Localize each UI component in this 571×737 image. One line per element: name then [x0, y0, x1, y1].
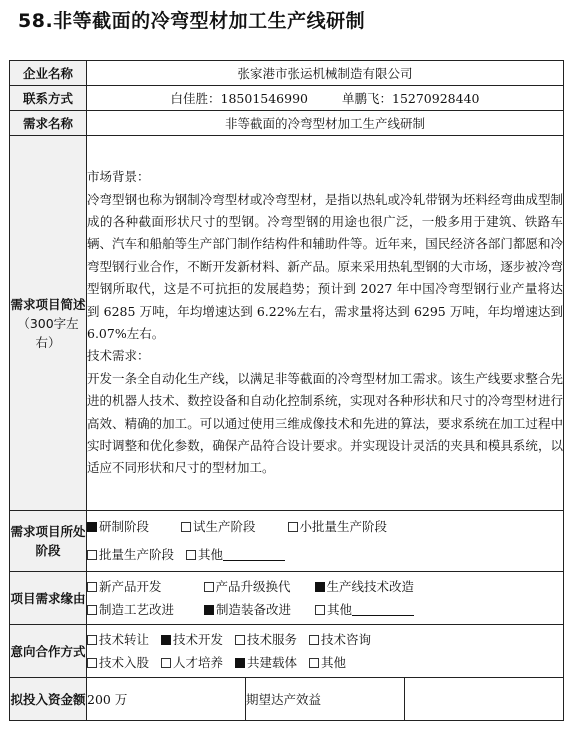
origin-option[interactable] — [87, 575, 162, 598]
origin-label: 项目需求缘由 — [10, 572, 87, 625]
checkbox-icon — [87, 550, 97, 560]
company-label: 企业名称 — [10, 61, 87, 86]
option-label: 技术服务 — [247, 632, 298, 647]
stage-option[interactable] — [87, 513, 149, 541]
stage-row — [10, 511, 564, 572]
brief-label-sub: （300字左右） — [17, 315, 79, 350]
contact-label: 联系方式 — [10, 86, 87, 111]
option-label: 生产线技术改造 — [326, 579, 415, 594]
brief-paragraph-tech: 开发一条全自动化生产线，以满足非等截面的冷弯型材加工需求。该生产线要求整合先进的机器人技术、数控设备和自动化控制系统，实现对各种形状和尺寸的冷弯型材进行高效、精确的加工。可以通过使用三维成像技术和先进的算法，要求系统在加工过程中实时调整和优化参数，确保产品符合设计要求。并实现设计灵活的夹具和模具系统，以适应不同形状和尺寸的型材加工。 — [87, 370, 563, 476]
demand-name-label: 需求名称 — [10, 111, 87, 136]
checkbox-icon — [87, 658, 97, 668]
option-label: 技术开发 — [173, 632, 224, 647]
benefit-value[interactable] — [405, 678, 564, 721]
demand-name-row — [10, 111, 564, 136]
brief-content — [87, 136, 564, 511]
brief-paragraph-market: 冷弯型钢也称为钢制冷弯型材或冷弯型材，是指以热轧或冷轧带钢为坯料经弯曲成型制成的各种截面形状尺寸的型钢。冷弯型钢的用途也很广泛，一般多用于建筑、铁路车辆、汽车和船舶等生产部门制作结构件和辅助件等。近年来，国民经济各部门都愿和冷弯型钢行业合作，不断开发新材料、新产品。原来采用热轧型钢的大市场，逐步被冷弯型钢所取代，这是不可抗拒的发展趋势；预计到 2027 年中国冷弯型钢行业产量将达到 6285 万吨，年均增速达到 6.22%左右，需求量将达到 6295 万吨，年均增速达到 6.07%左右。 — [87, 191, 563, 341]
contact-person-2: 单鹏飞：15270928440 — [342, 91, 480, 106]
contact-person-1: 白佳胜：18501546990 — [170, 91, 308, 106]
option-label: 其他 — [321, 655, 347, 670]
origin-option[interactable] — [87, 598, 174, 621]
brief-heading-market: 市场背景： — [87, 169, 150, 185]
contact-value — [87, 86, 564, 111]
page-title: 58.非等截面的冷弯型材加工生产线研制 — [18, 10, 366, 32]
checkbox-icon — [87, 582, 97, 592]
stage-option[interactable] — [186, 541, 285, 569]
demand-name-value: 非等截面的冷弯型材加工生产线研制 — [87, 111, 564, 136]
coop-option[interactable] — [235, 651, 297, 674]
origin-row — [10, 572, 564, 625]
option-label: 新产品开发 — [99, 579, 162, 594]
checkbox-icon — [204, 582, 214, 592]
checkbox-icon — [87, 635, 97, 645]
stage-option[interactable] — [181, 513, 256, 541]
company-row — [10, 61, 564, 86]
checkbox-icon — [161, 658, 171, 668]
checkbox-icon — [309, 658, 319, 668]
stage-option[interactable] — [87, 541, 174, 569]
option-label: 技术入股 — [99, 655, 150, 670]
coop-option[interactable] — [309, 651, 346, 674]
option-label: 小批量生产阶段 — [299, 519, 388, 534]
checkbox-icon — [288, 522, 298, 532]
other-blank-line[interactable] — [223, 548, 285, 561]
coop-option[interactable] — [309, 628, 371, 651]
option-label: 技术转让 — [99, 632, 150, 647]
option-label: 制造工艺改进 — [99, 602, 175, 617]
option-label: 技术咨询 — [321, 632, 372, 647]
benefit-label: 期望达产效益 — [246, 678, 405, 721]
stage-options — [87, 511, 564, 572]
checkbox-icon — [87, 522, 97, 532]
checkbox-icon — [315, 605, 325, 615]
coop-option[interactable] — [161, 628, 223, 651]
coop-option[interactable] — [87, 628, 149, 651]
demand-form-table — [9, 60, 564, 721]
checkbox-icon — [309, 635, 319, 645]
brief-heading-tech: 技术需求： — [87, 348, 150, 364]
option-label: 其他 — [198, 547, 224, 562]
checkbox-icon — [186, 550, 196, 560]
checkbox-icon — [87, 605, 97, 615]
other-blank-line[interactable] — [352, 603, 414, 616]
origin-options — [87, 572, 564, 625]
company-value: 张家港市张运机械制造有限公司 — [87, 61, 564, 86]
origin-option[interactable] — [315, 575, 415, 598]
checkbox-icon — [161, 635, 171, 645]
brief-row — [10, 136, 564, 511]
origin-option[interactable] — [204, 598, 291, 621]
option-label: 试生产阶段 — [193, 519, 256, 534]
investment-row — [10, 678, 564, 721]
option-label: 研制阶段 — [99, 519, 150, 534]
option-label: 制造装备改进 — [216, 602, 292, 617]
stage-label: 需求项目所处阶段 — [10, 511, 87, 572]
investment-label: 拟投入资金额 — [10, 678, 87, 721]
brief-label-main: 需求项目简述 — [10, 296, 86, 312]
checkbox-icon — [181, 522, 191, 532]
origin-option[interactable] — [315, 598, 414, 621]
option-label: 产品升级换代 — [215, 579, 291, 594]
investment-value: 200 万 — [87, 678, 246, 721]
checkbox-icon — [204, 605, 214, 615]
stage-option[interactable] — [288, 513, 388, 541]
option-label: 批量生产阶段 — [99, 547, 175, 562]
option-label: 人才培养 — [173, 655, 224, 670]
brief-label — [10, 136, 87, 511]
checkbox-icon — [315, 582, 325, 592]
checkbox-icon — [235, 635, 245, 645]
coop-option[interactable] — [161, 651, 223, 674]
option-label: 共建载体 — [247, 655, 298, 670]
coop-row — [10, 625, 564, 678]
checkbox-icon — [235, 658, 245, 668]
coop-label: 意向合作方式 — [10, 625, 87, 678]
coop-option[interactable] — [235, 628, 297, 651]
origin-option[interactable] — [204, 575, 291, 598]
contact-row — [10, 86, 564, 111]
coop-options — [87, 625, 564, 678]
coop-option[interactable] — [87, 651, 149, 674]
option-label: 其他 — [327, 602, 353, 617]
